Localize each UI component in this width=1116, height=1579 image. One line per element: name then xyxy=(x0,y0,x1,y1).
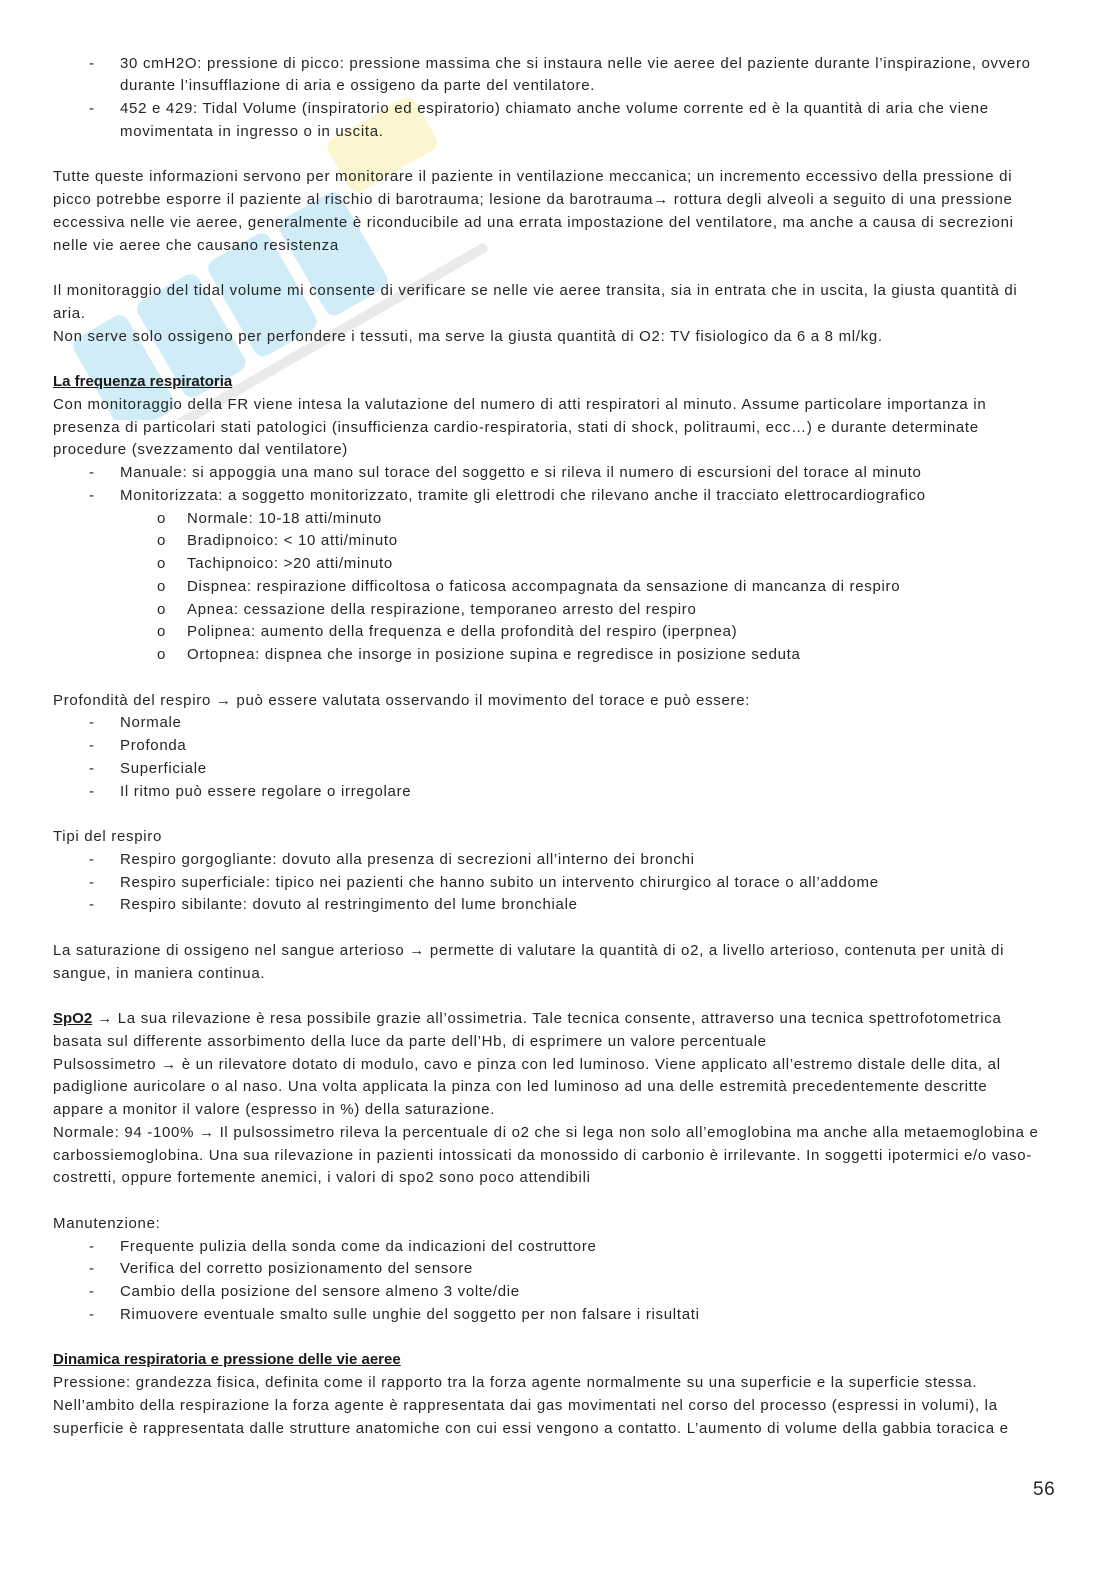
text-line: picco potrebbe esporre il paziente al rischio di barotrauma; lesione da barotrauma→ rottura degli alveoli a seguito di una pressione xyxy=(53,191,1013,209)
spacer xyxy=(53,257,1063,280)
list-item xyxy=(53,485,1063,508)
spacer xyxy=(53,985,1063,1008)
text-line: superficie è rappresentata dalle strutture anatomiche con cui essi vengono a contatto. L’aumento di volume della gabbia toracica e xyxy=(53,1419,1009,1437)
text-line: Tutte queste informazioni servono per monitorare il paziente in ventilazione meccanica; un incremento eccessivo della pressione di xyxy=(53,168,1013,186)
list-item-text: movimentata in ingresso o in uscita. xyxy=(120,122,384,140)
text-line: Pulsossimetro → è un rilevatore dotato di modulo, cavo e pinza con led luminoso. Viene applicato all’estremo distale delle dita, al xyxy=(53,1055,1001,1073)
bullet-circle: o xyxy=(157,509,167,527)
paragraph-barotrauma xyxy=(53,166,1063,257)
section-heading-text: Dinamica respiratoria e pressione delle vie aeree xyxy=(53,1351,401,1369)
list-item-text: 30 cmH2O: pressione di picco: pressione massima che si instaura nelle vie aeree del paziente durante l’inspirazione, ovvero xyxy=(120,54,1031,72)
list-item-text: Respiro superficiale: tipico nei pazienti che hanno subito un intervento chirurgico al torace o all’addome xyxy=(120,873,879,891)
bullet-dash: - xyxy=(89,850,95,868)
bullet-dash: - xyxy=(89,782,95,800)
list-item-text: Normale xyxy=(120,714,182,732)
list-item-text: Respiro sibilante: dovuto al restringimento del lume bronchiale xyxy=(120,896,578,914)
text-line: Normale: 94 -100% → Il pulsossimetro rileva la percentuale di o2 che si lega non solo all’emoglobina ma anche alla metaemoglobina e xyxy=(53,1123,1039,1141)
list-item xyxy=(53,98,1063,144)
spacer xyxy=(53,667,1063,690)
list-item-text: Monitorizzata: a soggetto monitorizzato, tramite gli elettrodi che rilevano anche il tracciato elettrocardiografico xyxy=(120,486,926,504)
bullet-circle: o xyxy=(157,555,167,573)
section-heading-text: La frequenza respiratoria xyxy=(53,373,233,391)
text-line: La saturazione di ossigeno nel sangue arterioso → permette di valutare la quantità di o2, a livello arterioso, contenuta per unità di xyxy=(53,941,1005,959)
text-line: padiglione auricolare o al naso. Una volta applicata la pinza con led luminoso ad una delle estremità precedentemente descritte xyxy=(53,1078,988,1096)
bullet-dash: - xyxy=(89,54,95,72)
list-item xyxy=(53,53,1063,99)
bullet-dash: - xyxy=(89,100,95,118)
spacer xyxy=(53,803,1063,826)
list-item-text: 452 e 429: Tidal Volume (inspiratorio ed espiratorio) chiamato anche volume corrente ed è la quantità di aria che viene xyxy=(120,100,989,118)
sub-list-item-text: Polipnea: aumento della frequenza e della profondità del respiro (iperpnea) xyxy=(187,623,738,641)
list-item xyxy=(53,849,1063,872)
list-item xyxy=(53,735,1063,758)
bullet-circle: o xyxy=(157,577,167,595)
spacer xyxy=(53,348,1063,371)
page-number: 56 xyxy=(1033,1479,1056,1500)
sub-list-item-text: Dispnea: respirazione difficoltosa o faticosa accompagnata da sensazione di mancanza di respiro xyxy=(187,577,901,595)
paragraph-spo2 xyxy=(53,1008,1063,1190)
text-line: costretti, oppure fortemente anemici, i valori di spo2 sono poco attendibili xyxy=(53,1169,591,1187)
bullet-dash: - xyxy=(89,1237,95,1255)
spacer xyxy=(53,917,1063,940)
list-item xyxy=(53,894,1063,917)
list-item-text: Manuale: si appoggia una mano sul torace del soggetto e si rileva il numero di escursioni del torace al minuto xyxy=(120,464,922,482)
text-line: nelle vie aeree che causano resistenza xyxy=(53,236,339,254)
list-item xyxy=(53,712,1063,735)
spacer xyxy=(53,1190,1063,1213)
list-item xyxy=(53,1258,1063,1281)
bullet-dash: - xyxy=(89,464,95,482)
spacer xyxy=(53,144,1063,167)
list-item xyxy=(53,1236,1063,1259)
bullet-circle: o xyxy=(157,532,167,550)
bullet-dash: - xyxy=(89,737,95,755)
sub-list-item xyxy=(53,508,1063,531)
text-line: Non serve solo ossigeno per perfondere i tessuti, ma serve la giusta quantità di O2: TV fisiologico da 6 a 8 ml/kg. xyxy=(53,327,883,345)
list-item xyxy=(53,758,1063,781)
list-item-text: Verifica del corretto posizionamento del sensore xyxy=(120,1260,473,1278)
text-line: Pressione: grandezza fisica, definita come il rapporto tra la forza agente normalmente su una superficie e la superficie stessa. xyxy=(53,1374,978,1392)
list-item-text: Profonda xyxy=(120,737,187,755)
text-line: carbossiemoglobina. Una sua rilevazione in pazienti intossicati da monossido di carbonio è irrilevante. In soggetti ipotermici e/o vaso- xyxy=(53,1146,1032,1164)
bullet-dash: - xyxy=(89,1283,95,1301)
section-heading xyxy=(53,371,1063,394)
text-line: Il monitoraggio del tidal volume mi consente di verificare se nelle vie aeree transita, sia in entrata che in uscita, la giusta quantità di xyxy=(53,282,1018,300)
list-item-text: Respiro gorgogliante: dovuto alla presenza di secrezioni all’interno dei bronchi xyxy=(120,850,695,868)
list-item xyxy=(53,872,1063,895)
sub-list-item xyxy=(53,553,1063,576)
text-line: Tipi del respiro xyxy=(53,828,163,846)
list-item xyxy=(53,1304,1063,1327)
sub-list-item-text: Apnea: cessazione della respirazione, temporaneo arresto del respiro xyxy=(187,600,697,618)
sub-list-item xyxy=(53,599,1063,622)
bullet-circle: o xyxy=(157,646,167,664)
text-line: Con monitoraggio della FR viene intesa la valutazione del numero di atti respiratori al minuto. Assume particolare importanza in xyxy=(53,395,987,413)
spo2-first-line xyxy=(53,1008,1063,1031)
text-line: appare a monitor il valore (espresso in %) della saturazione. xyxy=(53,1101,496,1119)
sub-list-item-text: Ortopnea: dispnea che insorge in posizione supina e regredisce in posizione seduta xyxy=(187,646,801,664)
bullet-dash: - xyxy=(89,873,95,891)
sub-list-item-text: Tachipnoico: >20 atti/minuto xyxy=(187,555,393,573)
spacer xyxy=(53,1327,1063,1350)
bullet-circle: o xyxy=(157,623,167,641)
bullet-dash: - xyxy=(89,1305,95,1323)
text-line: Manutenzione: xyxy=(53,1214,161,1232)
section-heading xyxy=(53,1349,1063,1372)
list-item-text: Superficiale xyxy=(120,759,207,777)
list-item-text: Cambio della posizione del sensore almeno 3 volte/die xyxy=(120,1283,520,1301)
list-item xyxy=(53,1281,1063,1304)
paragraph-saturazione xyxy=(53,940,1063,986)
sub-list-item xyxy=(53,644,1063,667)
text-line: procedure (svezzamento dal ventilatore) xyxy=(53,441,348,459)
bullet-dash: - xyxy=(89,486,95,504)
sub-list-item xyxy=(53,621,1063,644)
text-line: aria. xyxy=(53,304,86,322)
text-line: Profondità del respiro → può essere valutata osservando il movimento del torace e può essere: xyxy=(53,691,751,709)
bullet-dash: - xyxy=(89,1260,95,1278)
bullet-dash: - xyxy=(89,759,95,777)
list-item-text: Rimuovere eventuale smalto sulle unghie del soggetto per non falsare i risultati xyxy=(120,1305,700,1323)
text-line: Nell’ambito della respirazione la forza agente è rappresentata dai gas movimentati nel corso del processo (espressi in volumi), la xyxy=(53,1396,998,1414)
sub-list-item xyxy=(53,530,1063,553)
text-line: → La sua rilevazione è resa possibile grazie all’ossimetria. Tale tecnica consente, attraverso una tecnica spettrofotometrica xyxy=(97,1010,1002,1028)
bullet-dash: - xyxy=(89,714,95,732)
sub-list-item xyxy=(53,576,1063,599)
text-line: presenza di particolari stati patologici (insufficienza cardio-respiratoria, stati di shock, politraumi, ecc…) e durante determinate xyxy=(53,418,979,436)
bullet-circle: o xyxy=(157,600,167,618)
list-item-text: Il ritmo può essere regolare o irregolare xyxy=(120,782,412,800)
sub-list-item-text: Bradipnoico: < 10 atti/minuto xyxy=(187,532,398,550)
list-item-text: Frequente pulizia della sonda come da indicazioni del costruttore xyxy=(120,1237,597,1255)
text-line: eccessiva nelle vie aeree, generalmente è riconducibile ad una errata impostazione del ventilatore, ma anche a causa di secrezioni xyxy=(53,213,1014,231)
list-item xyxy=(53,781,1063,804)
text-line: basata sul differente assorbimento della luce da parte dell’Hb, di esprimere un valore percentuale xyxy=(53,1032,767,1050)
list-item-text: durante l’insufflazione di aria e ossigeno da parte del ventilatore. xyxy=(120,77,596,95)
list-item xyxy=(53,462,1063,485)
page-content xyxy=(53,53,1063,1441)
text-line: sangue, in maniera continua. xyxy=(53,964,266,982)
bullet-dash: - xyxy=(89,896,95,914)
paragraph-tidal-volume xyxy=(53,280,1063,348)
spo2-label: SpO2 xyxy=(53,1010,93,1028)
sub-list-item-text: Normale: 10-18 atti/minuto xyxy=(187,509,382,527)
